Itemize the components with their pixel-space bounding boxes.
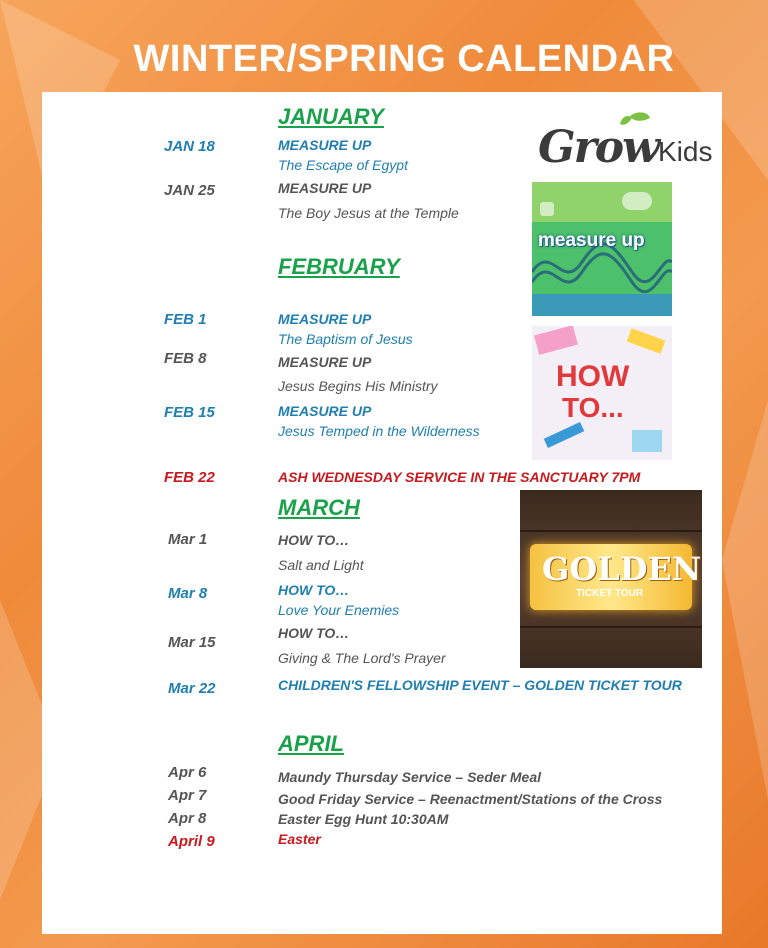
- series-title: MEASURE UP: [278, 403, 372, 419]
- date-label: April 9: [168, 833, 215, 850]
- golden-ticket-text-1: GOLDEN: [542, 550, 702, 588]
- date-label: Mar 8: [168, 585, 208, 602]
- event-title: CHILDREN'S FELLOWSHIP EVENT – GOLDEN TICKET TOUR: [278, 677, 682, 693]
- date-label: FEB 15: [164, 404, 215, 421]
- grow-kids-logo: [538, 110, 718, 172]
- event-title: Maundy Thursday Service – Seder Meal: [278, 769, 541, 785]
- date-label: FEB 1: [164, 311, 207, 328]
- date-label: FEB 8: [164, 350, 207, 367]
- calendar-sheet: [42, 92, 722, 934]
- logo-word-grow: Grow: [538, 122, 658, 173]
- month-heading-march: MARCH: [278, 495, 360, 520]
- date-label: FEB 22: [164, 469, 215, 486]
- page-title: WINTER/SPRING CALENDAR: [133, 38, 675, 80]
- date-label: Apr 6: [168, 764, 207, 781]
- series-title: HOW TO…: [278, 532, 350, 548]
- lesson-title: The Baptism of Jesus: [278, 331, 413, 347]
- lesson-title: Jesus Begins His Ministry: [278, 378, 438, 394]
- month-heading-february: FEBRUARY: [278, 254, 400, 279]
- lesson-title: The Boy Jesus at the Temple: [278, 205, 459, 221]
- lesson-title: The Escape of Egypt: [278, 157, 408, 173]
- how-to-image-text-1: HOW: [556, 360, 630, 393]
- series-title: MEASURE UP: [278, 311, 372, 327]
- event-title: ASH WEDNESDAY SERVICE IN THE SANCTUARY 7PM: [278, 469, 641, 485]
- series-title: HOW TO…: [278, 582, 350, 598]
- date-label: Apr 7: [168, 787, 207, 804]
- series-title: HOW TO…: [278, 625, 350, 641]
- event-title: Good Friday Service – Reenactment/Stations of the Cross: [278, 791, 663, 807]
- golden-ticket-image: [520, 490, 702, 668]
- how-to-image: [532, 326, 672, 460]
- series-title: MEASURE UP: [278, 180, 372, 196]
- measure-up-image: [532, 182, 672, 316]
- how-to-image-text-2: TO...: [562, 392, 624, 423]
- lesson-title: Salt and Light: [278, 557, 364, 573]
- golden-ticket-text-2: TICKET TOUR: [576, 588, 644, 599]
- date-label: Mar 15: [168, 634, 216, 651]
- measure-up-image-text: measure up: [538, 230, 645, 251]
- lesson-title: Jesus Temped in the Wilderness: [278, 423, 480, 439]
- date-label: Apr 8: [168, 810, 207, 827]
- logo-word-kids: Kids: [658, 136, 713, 167]
- series-title: MEASURE UP: [278, 354, 372, 370]
- lesson-title: Giving & The Lord's Prayer: [278, 650, 446, 666]
- date-label: JAN 25: [164, 182, 215, 199]
- date-label: Mar 22: [168, 680, 216, 697]
- lesson-title: Love Your Enemies: [278, 602, 400, 618]
- event-title: Easter Egg Hunt 10:30AM: [278, 811, 449, 827]
- background-facet: [722, 400, 768, 800]
- series-title: MEASURE UP: [278, 137, 372, 153]
- event-title: Easter: [278, 831, 321, 847]
- date-label: JAN 18: [164, 138, 215, 155]
- month-heading-april: APRIL: [278, 731, 344, 756]
- month-heading-january: JANUARY: [278, 104, 384, 129]
- date-label: Mar 1: [168, 531, 208, 548]
